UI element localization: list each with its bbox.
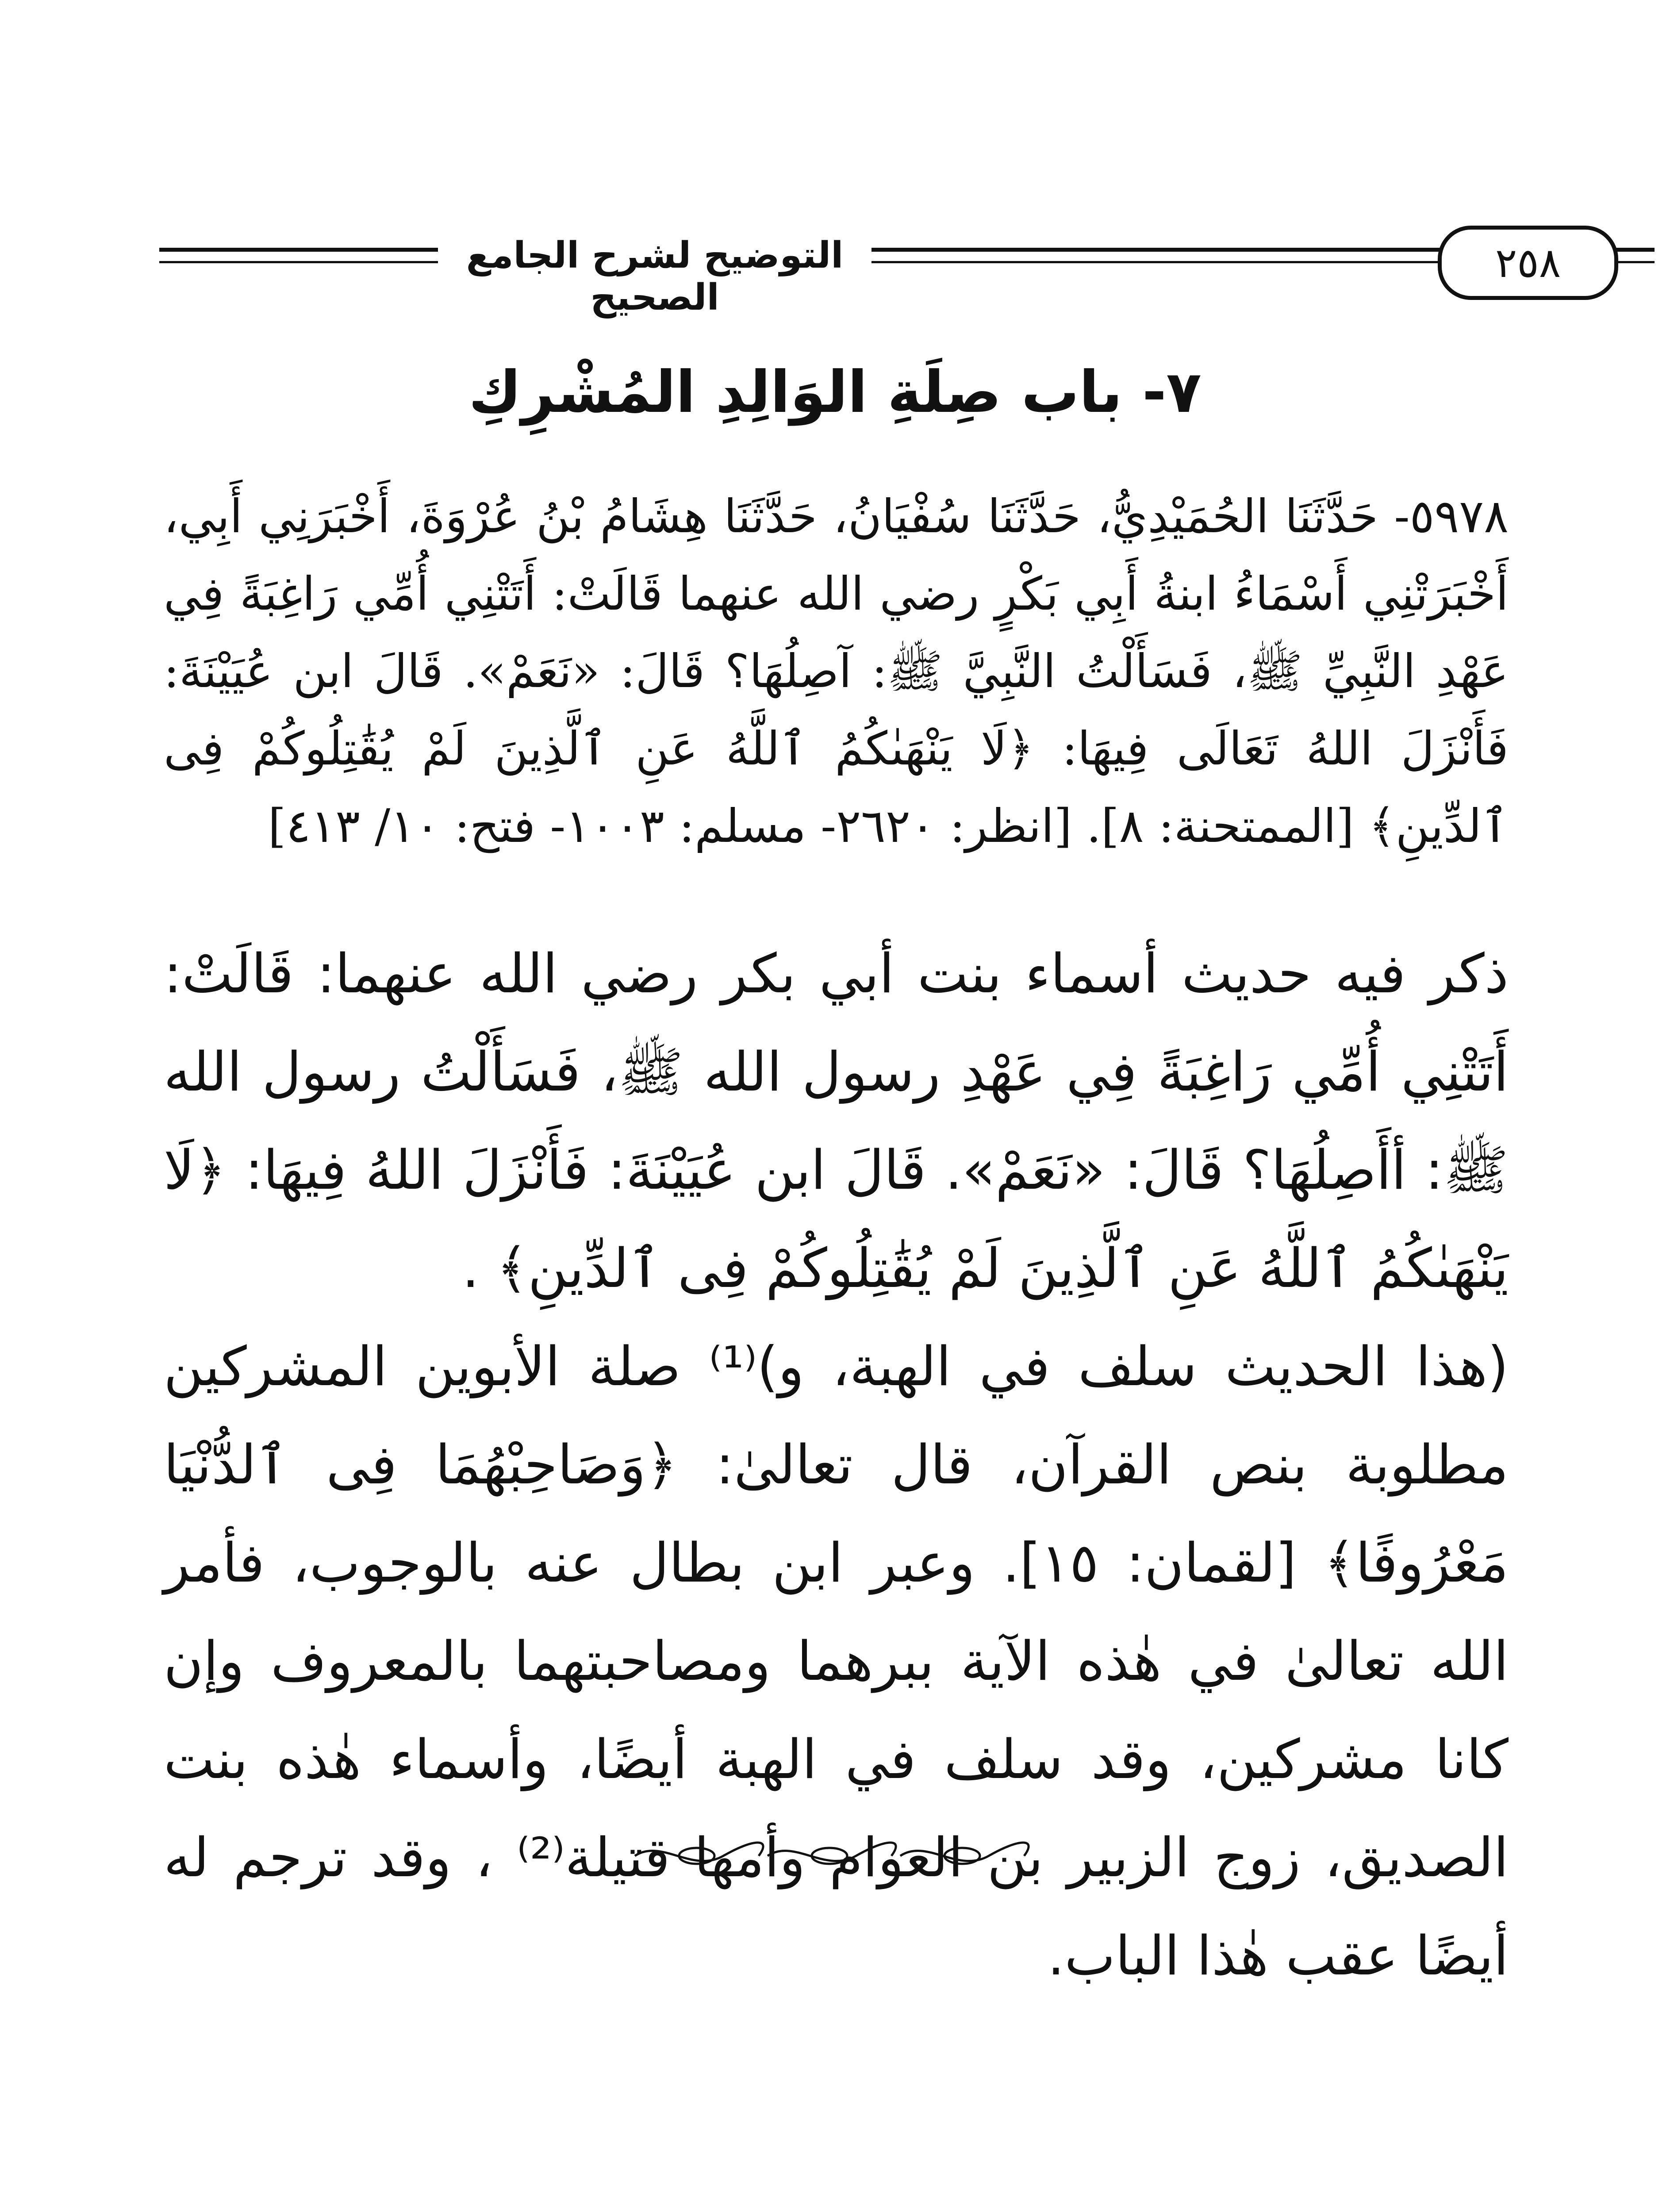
hadith-text: ٥٩٧٨- حَدَّثَنَا الحُمَيْدِيُّ، حَدَّثَنَا سُفْيَانُ، حَدَّثَنَا هِشَامُ بْنُ عُرْوَةَ، أَخْبَرَنِي أَبِي، أَخْبَرَتْنِي أَسْمَاءُ ابنةُ أَبِي بَكْرٍ رضي الله عنهما قَالَتْ: أَتَتْنِي أُمِّي رَاغِبَةً فِي عَهْدِ النَّبِيِّ ﷺ، فَسَأَلْتُ النَّبِيَّ ﷺ: آصِلُهَا؟ قَالَ: «نَعَمْ». قَالَ ابن عُيَيْنَةَ: فَأَنْزَلَ اللهُ تَعَالَى فِيهَا: ﴿لَا يَنْهَىٰكُمُ ٱللَّهُ عَنِ ٱلَّذِينَ لَمْ يُقَٰتِلُوكُمْ فِى ٱلدِّينِ﴾ [الممتحنة: ٨]. [انظر: ٢٦٢٠- مسلم: ١٠٠٣- فتح: ١٠/ ٤١٣] — [164, 489, 1509, 853]
commentary-paragraph-2: (هذا الحديث سلف في الهبة، و)⁽¹⁾ صلة الأبوين المشركين مطلوبة بنص القرآن، قال تعالىٰ: ﴿وَصَاحِبْهُمَا فِى ٱلدُّنْيَا مَعْرُوفًا﴾ [لقمان: ١٥]. وعبر ابن بطال عنه بالوجوب، فأمر الله تعالىٰ في هٰذه الآية ببرهما ومصاحبتهما بالمعروف وإن كانا مشركين، وقد سلف في الهبة أيضًا، وأسماء هٰذه بنت الصديق، زوج الزبير بن العوام وأمها قتيلة⁽²⁾ ، وقد ترجم له أيضًا عقب هٰذا الباب. — [164, 1335, 1509, 1987]
running-header-title: التوضيح لشرح الجامع الصحيح — [438, 234, 871, 319]
section-ornament — [626, 1836, 1044, 1876]
commentary-paragraph-1: ذكر فيه حديث أسماء بنت أبي بكر رضي الله عنهما: قَالَتْ: أَتَتْنِي أُمِّي رَاغِبَةً فِي عَهْدِ رسول الله ﷺ، فَسَأَلْتُ رسول الله ﷺ: أأَصِلُهَا؟ قَالَ: «نَعَمْ». قَالَ ابن عُيَيْنَةَ: فَأَنْزَلَ اللهُ فِيهَا: ﴿لَا يَنْهَىٰكُمُ ٱللَّهُ عَنِ ٱلَّذِينَ لَمْ يُقَٰتِلُوكُمْ فِى ٱلدِّينِ﴾ . — [164, 942, 1509, 1300]
hadith-block — [164, 478, 1509, 865]
chapter-title: ٧- باب صِلَةِ الوَالِدِ المُشْرِكِ — [468, 358, 1202, 426]
page-number: ٢٥٨ — [1438, 226, 1618, 300]
running-header — [159, 221, 1561, 319]
